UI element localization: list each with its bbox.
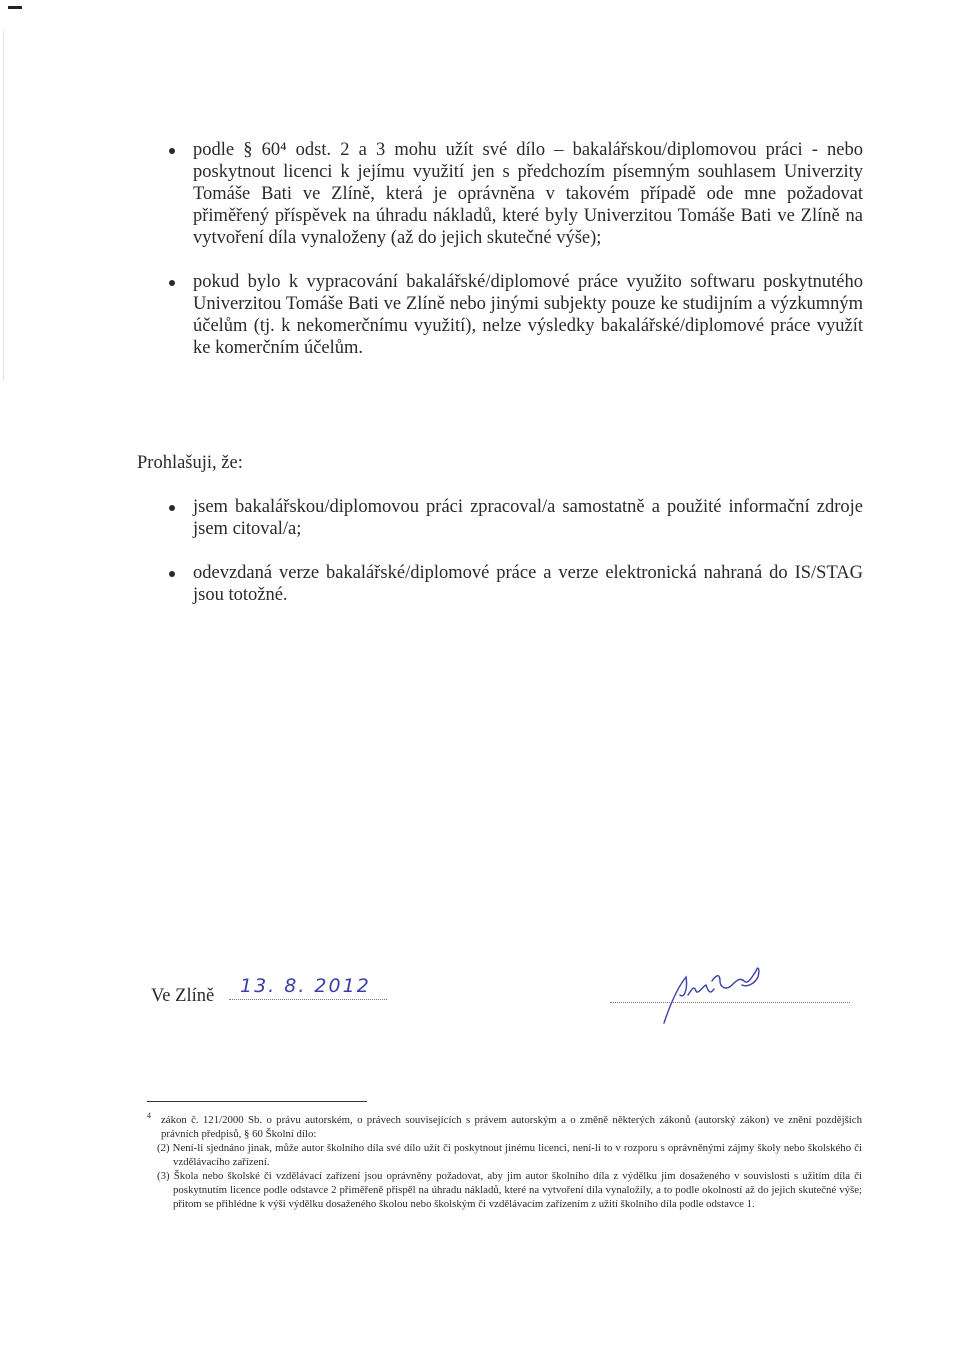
- list-item: [163, 562, 863, 606]
- list-item-text: odevzdaná verze bakalářské/diplomové práce a verze elektronická nahraná do IS/STAG jsou totožné.: [193, 563, 863, 605]
- scan-mark: [8, 6, 22, 9]
- bullet-icon: [169, 505, 175, 511]
- footnote-marker: 4: [147, 1111, 151, 1120]
- list-item-text: podle § 60⁴ odst. 2 a 3 mohu užít své dílo – bakalářskou/diplomovou práci - nebo poskytnout licenci k jejímu využití jen s předchozím písemným souhlasem Univerzity Tomáše Bati ve Zlíně, která je oprávněna v takovém případě ode mne požadovat přiměřený příspěvek na úhradu nákladů, které byly Univerzitou Tomáše Bati ve Zlíně na vytvoření díla vynaloženy (až do jejich skutečné výše);: [193, 140, 863, 248]
- bullet-icon: [169, 148, 175, 154]
- list-item: [163, 271, 863, 359]
- footnote-paragraph: (3) Škola nebo školské či vzdělávací zařízení jsou oprávněny požadovat, aby jim autor školního díla z výdělku jim dosaženého v souvislosti s užitím díla či poskytnutím licence podle odstavce 2 přiměřeně přispěl na úhradu nákladů, které na vytvoření díla vynaložily, a to podle okolností až do jejich skutečné výše; přitom se přihlédne k výši výdělku dosaženého školou nebo školským či vzdělávacím zařízením z užití školního díla podle odstavce 1.: [157, 1170, 862, 1210]
- date-line: [229, 999, 387, 1000]
- footnote: [147, 1113, 862, 1211]
- signature-icon: [650, 955, 770, 1025]
- footnote-rule: [147, 1101, 367, 1102]
- declaration-list: [163, 496, 863, 606]
- footnote-intro: zákon č. 121/2000 Sb. o právu autorském, o právech souvisejících s právem autorským a o změně některých zákonů (autorský zákon) ve znění pozdějších právních předpisů, § 60 Školní dílo:: [161, 1114, 862, 1140]
- scan-edge: [3, 30, 4, 380]
- list-item-text: jsem bakalářskou/diplomovou práci zpracoval/a samostatně a použité informační zdroje jsem citoval/a;: [193, 497, 863, 539]
- declaration-heading: Prohlašuji, že:: [137, 453, 243, 473]
- list-item-text: pokud bylo k vypracování bakalářské/diplomové práce využito softwaru poskytnutého Univerzitou Tomáše Bati ve Zlíně nebo jinými subjekty pouze ke studijním a výzkumným účelům (tj. k nekomerčnímu využití), nelze výsledky bakalářské/diplomové práce využít ke komerčním účelům.: [193, 272, 863, 358]
- footnote-paragraph: (2) Není-li sjednáno jinak, může autor školního díla své dílo užít či poskytnout jinému licenci, není-li to v rozporu s oprávněnými zájmy školy nebo školského či vzdělávacího zařízení.: [157, 1142, 862, 1168]
- conditions-list: [163, 139, 863, 359]
- list-item: [163, 139, 863, 249]
- bullet-icon: [169, 280, 175, 286]
- place-label: Ve Zlíně: [151, 986, 215, 1006]
- list-item: [163, 496, 863, 540]
- bullet-icon: [169, 571, 175, 577]
- handwritten-date: 13. 8. 2012: [240, 975, 371, 997]
